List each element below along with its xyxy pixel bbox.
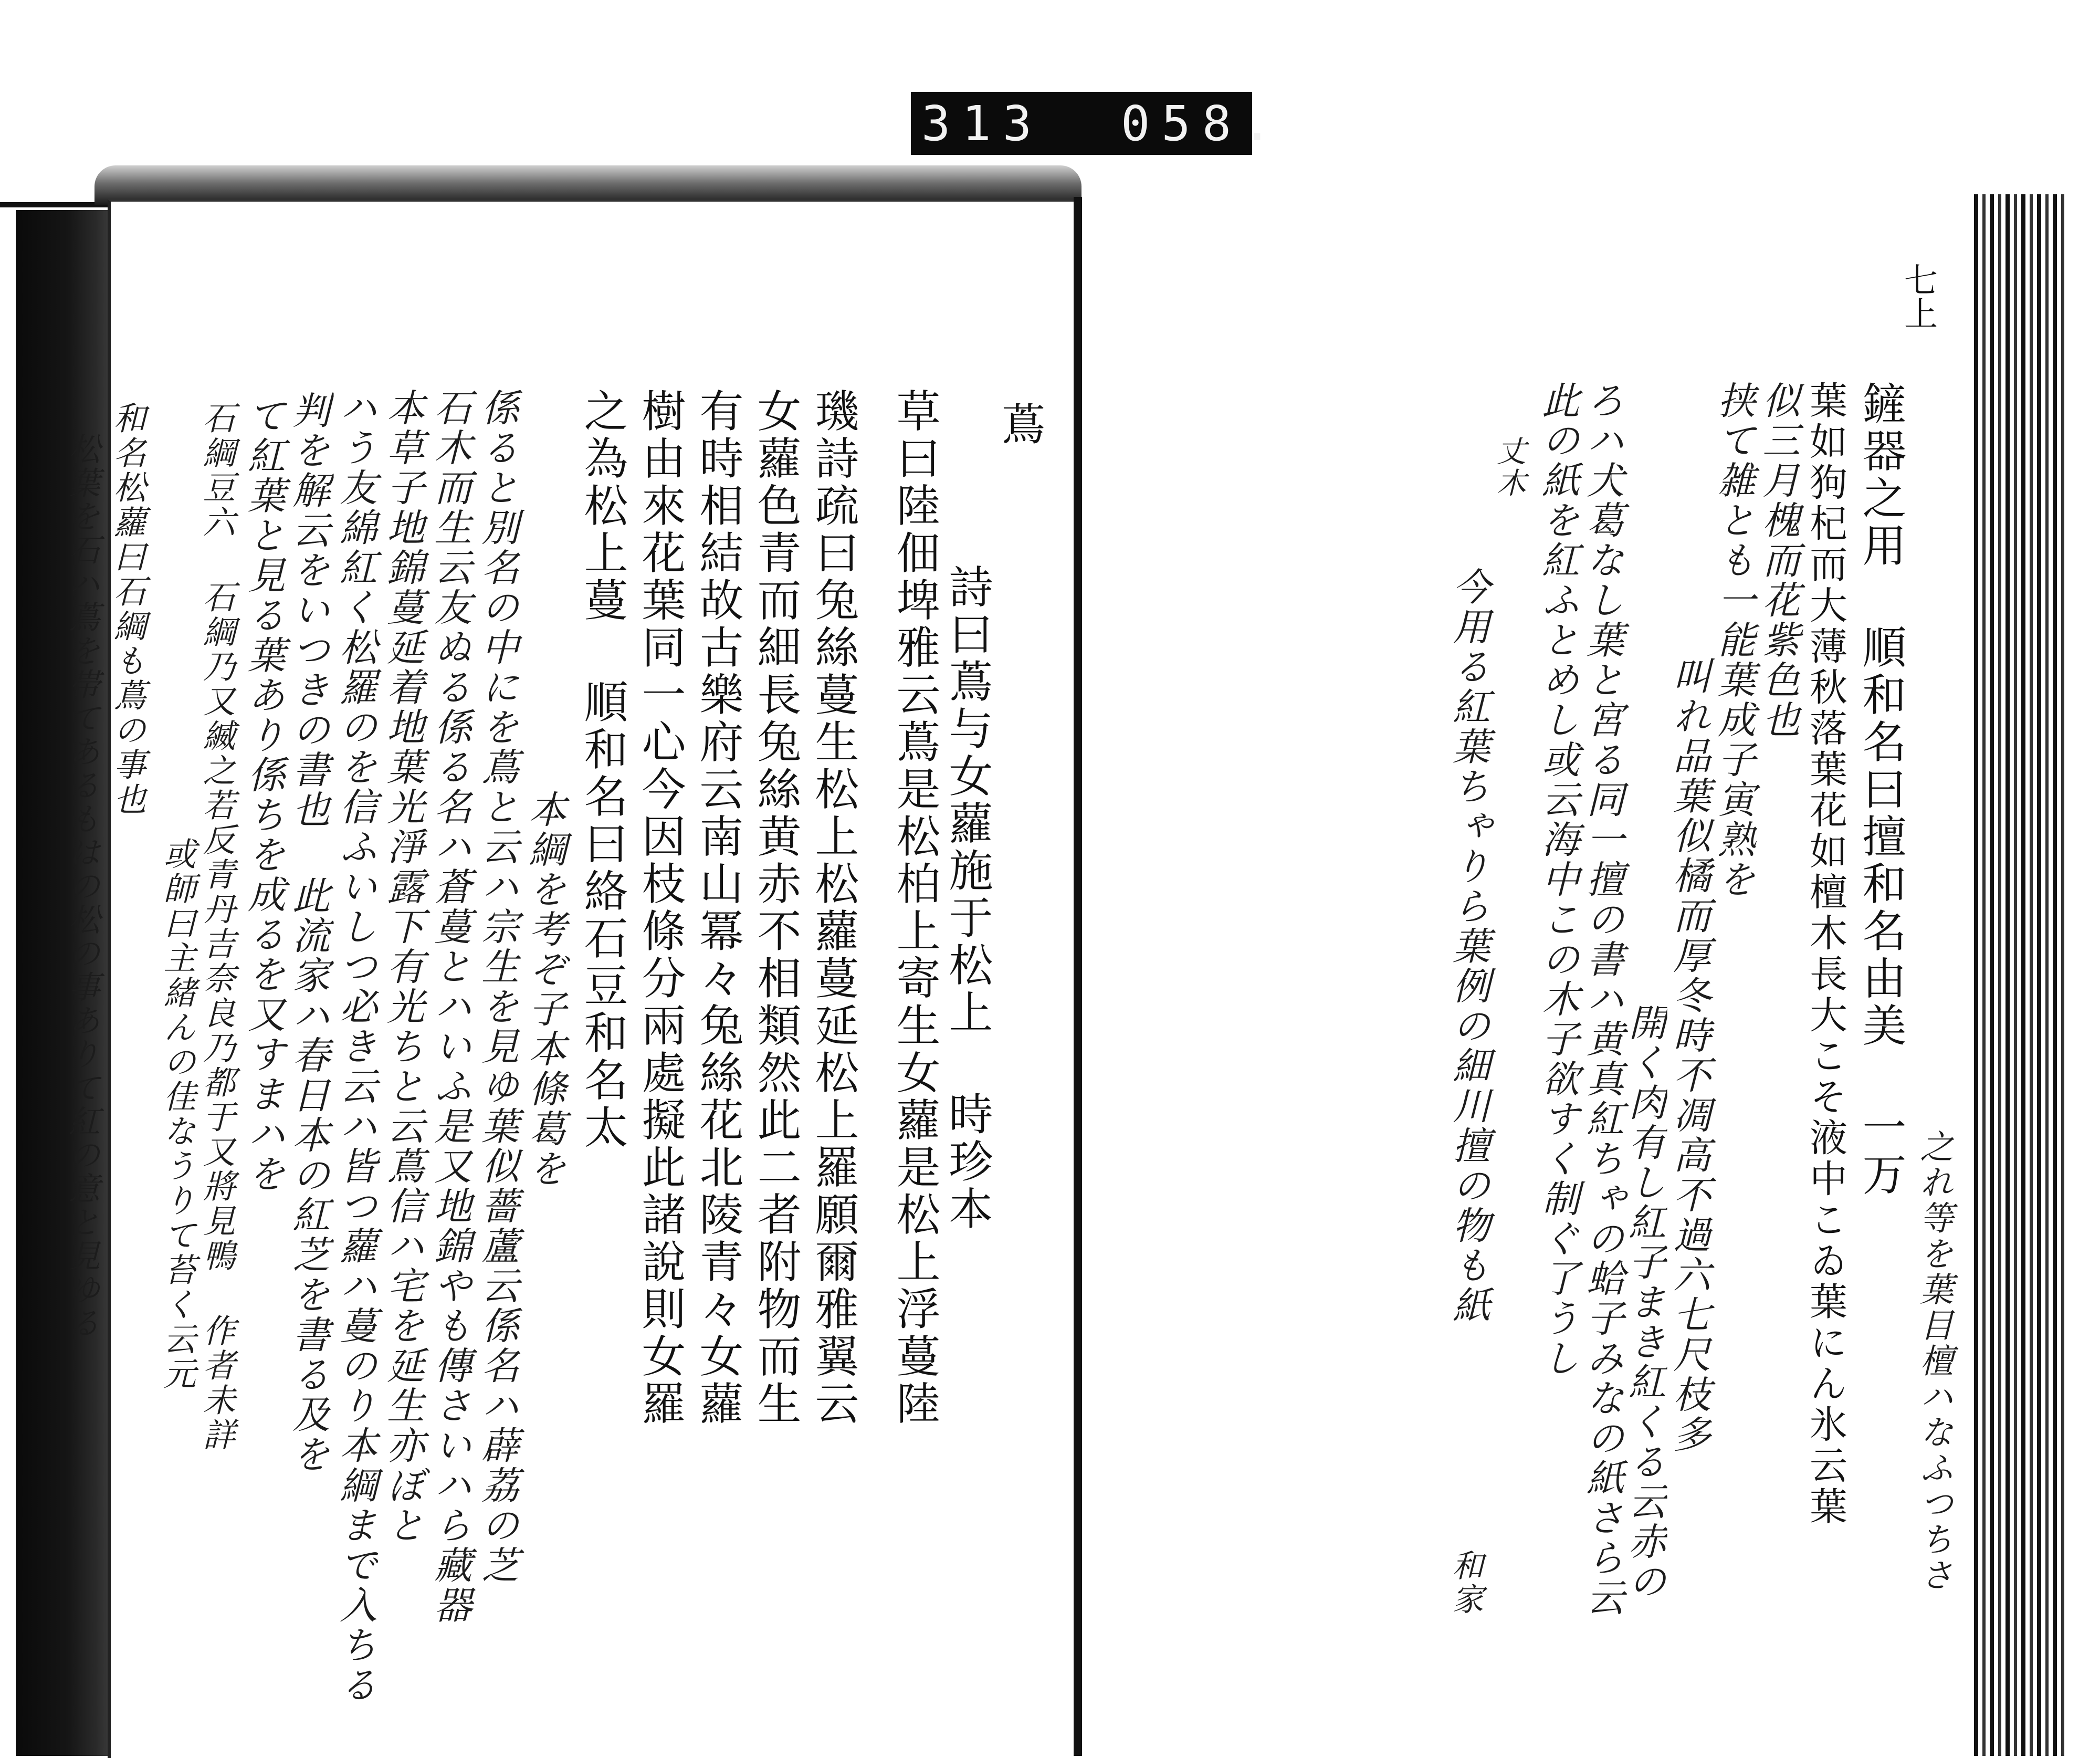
left-col-4: 女蘿色青而細長兔絲黄赤不相類然此二者附物而生 [750,388,802,1428]
left-script-2: 係ると別名の中にを蔦と云ハ宗生を見ゆ葉似薔蘆云係名ハ薜荔の芝 [475,388,519,1585]
scan-margin [2068,0,2100,1756]
right-script-5: 此の紙を紅ふとめし或云海中この木子欲すく制ぐ了うし [1536,381,1580,1378]
left-script-10: 和名松蘿曰石綱も蔦の事也 [108,401,146,817]
left-script-4: 本草子地錦蔓延着地葉光淨露下有光ちと云蔦信ハ宅を延生亦ぼと [381,388,425,1545]
left-col-3: 璣詩疏曰兔絲蔓生松上松蘿蔓延松上羅願爾雅翼云 [808,388,859,1428]
left-script-11: 松葉を石ハ蔦を帯てあるもはの松の事ありて紅の意と見ゆる [64,433,100,1340]
right-page [1082,200,1953,1756]
right-script-3: 開く肉有し紅子まき紅くる云赤の [1622,1003,1666,1602]
left-script-9: 或師曰主緒んの佳なうりて苔く云元 [158,837,196,1391]
right-col-2: 葉如狗杞而大薄秋落葉花如檀木長大こそ液中こゐ葉にん氷云葉 [1803,381,1847,1527]
left-heading: 蔦 [994,401,1046,448]
right-script-4: ろハ犬葛なし葉と宮る同一擅の書ハ黄真紅ちゃの蛤子みなの紙さら云 [1580,381,1624,1618]
book-top-shadow [94,165,1082,205]
folio-number: 七上 [1898,263,1937,330]
right-col-3: 似三月槐而花紫色也 [1756,381,1800,740]
left-col-2: 草曰陸佃埤雅云蔦是松柏上寄生女蘿是松上浮蔓陸 [889,388,941,1428]
left-page [64,200,1077,1758]
left-script-3: 石木而生云友ぬる係る名ハ蒼蔓とハいふ是又地錦やも傳さいハら藏器 [428,388,472,1625]
open-book [64,200,2071,1756]
right-script-2: 叫れ品葉似橘而厚冬時不凋高不過六七尺枝多 [1667,656,1711,1454]
left-script-8: 石綱豆六 石綱乃又縅之若反青丹吉奈良乃都于又將見鴨 作者未詳 [197,401,236,1452]
frame-number: 058. [1121,95,1284,152]
right-col-1: 鏟器之用 順和名曰擅和名由美 一万 [1855,381,1907,1199]
right-script-7: 今用る紅葉ちゃりら葉例の細川擅の物も紙 [1446,567,1490,1325]
left-col-7: 之為松上蔓 順和名曰絡石豆和名太 [577,388,628,1152]
book-gutter [1074,197,1082,1756]
left-script-5: ハう友綿紅く松羅のを信ふいしつ必き云ハ皆つ蘿ハ蔓のり本綱まで入ちる [333,388,377,1705]
left-script-1: 本綱を考ぞ子本條葛を [522,790,566,1189]
right-col-4: 挟て雑とも一能葉成子寅熟を [1712,381,1756,899]
left-script-6: 判を解云をいつきの書也 此流家ハ春日本の紅芝を書る及を [286,391,330,1474]
microfilm-frame-counter [911,92,1284,155]
left-col-1: 詩曰蔦与女蘿施于松上 時珍本 [942,564,993,1233]
left-col-6: 樹由來花葉同一心今因枝條分兩處擬此諸說則女羅 [635,388,686,1428]
right-script-1: 之れ等を葉目檀ハなふつちさ [1914,1129,1953,1593]
left-script-7: て紅葉と見る葉あり係ちを成るを又すまハを [242,396,286,1194]
right-script-6: 丈木 [1492,436,1526,499]
page-stack-edge [1974,194,2068,1756]
roll-number: 313 [921,95,1044,152]
left-col-5: 有時相結故古樂府云南山冪々兔絲花北陵青々女蘿 [692,388,744,1428]
right-script-8: 和家 [1447,1549,1484,1616]
